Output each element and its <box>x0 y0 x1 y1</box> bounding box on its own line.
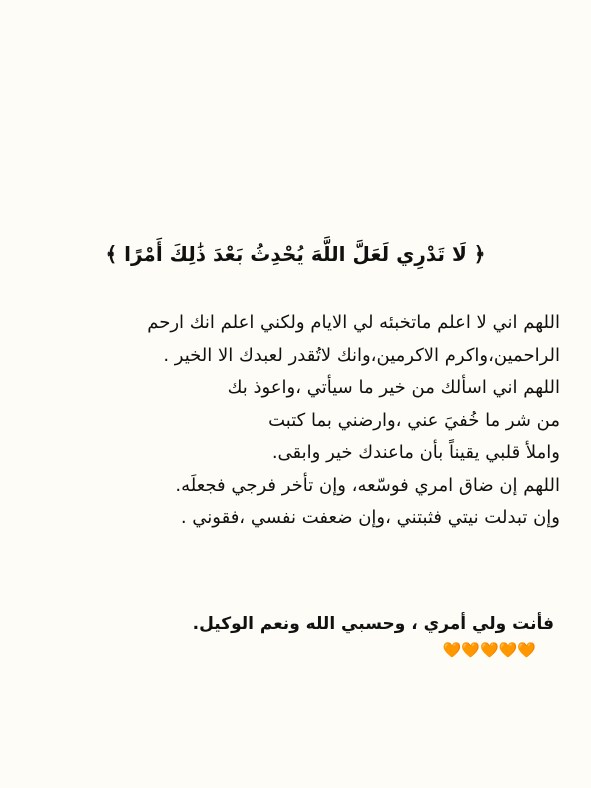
prayer-line: الراحمين،واكرم الاكرمين،وانك لاتُقدر لعبدك الا الخير . <box>163 344 560 366</box>
prayer-line: واملأ قلبي يقيناً بأن ماعندك خير وابقى. <box>271 442 560 463</box>
closing-line: فأنت ولي أمري ، وحسبي الله ونعم الوكيل. <box>192 614 554 634</box>
prayer-line: اللهم اني اسألك من خير ما سيأتي ،واعوذ بك <box>227 377 560 398</box>
prayer-line: اللهم إن ضاق امري فوسّعه، وإن تأخر فرجي فجعلَه. <box>175 474 560 496</box>
prayer-line: وإن تبدلت نيتي فثبتني ،وإن ضعفت نفسي ،فقوني . <box>180 507 560 528</box>
quran-verse: ﴿ لَا تَدْرِي لَعَلَّ اللَّهَ يُحْدِثُ بَعْدَ ذَٰلِكَ أَمْرًا ﴾ <box>105 242 486 266</box>
prayer-text <box>36 307 560 535</box>
hearts-icon: 🧡🧡🧡🧡🧡 <box>442 641 536 659</box>
prayer-line: اللهم اني لا اعلم ماتخبئه لي الايام ولكني اعلم انك ارحم <box>147 312 560 333</box>
prayer-line: من شر ما خُفيَ عني ،وارضني بما كتبت <box>268 409 560 431</box>
